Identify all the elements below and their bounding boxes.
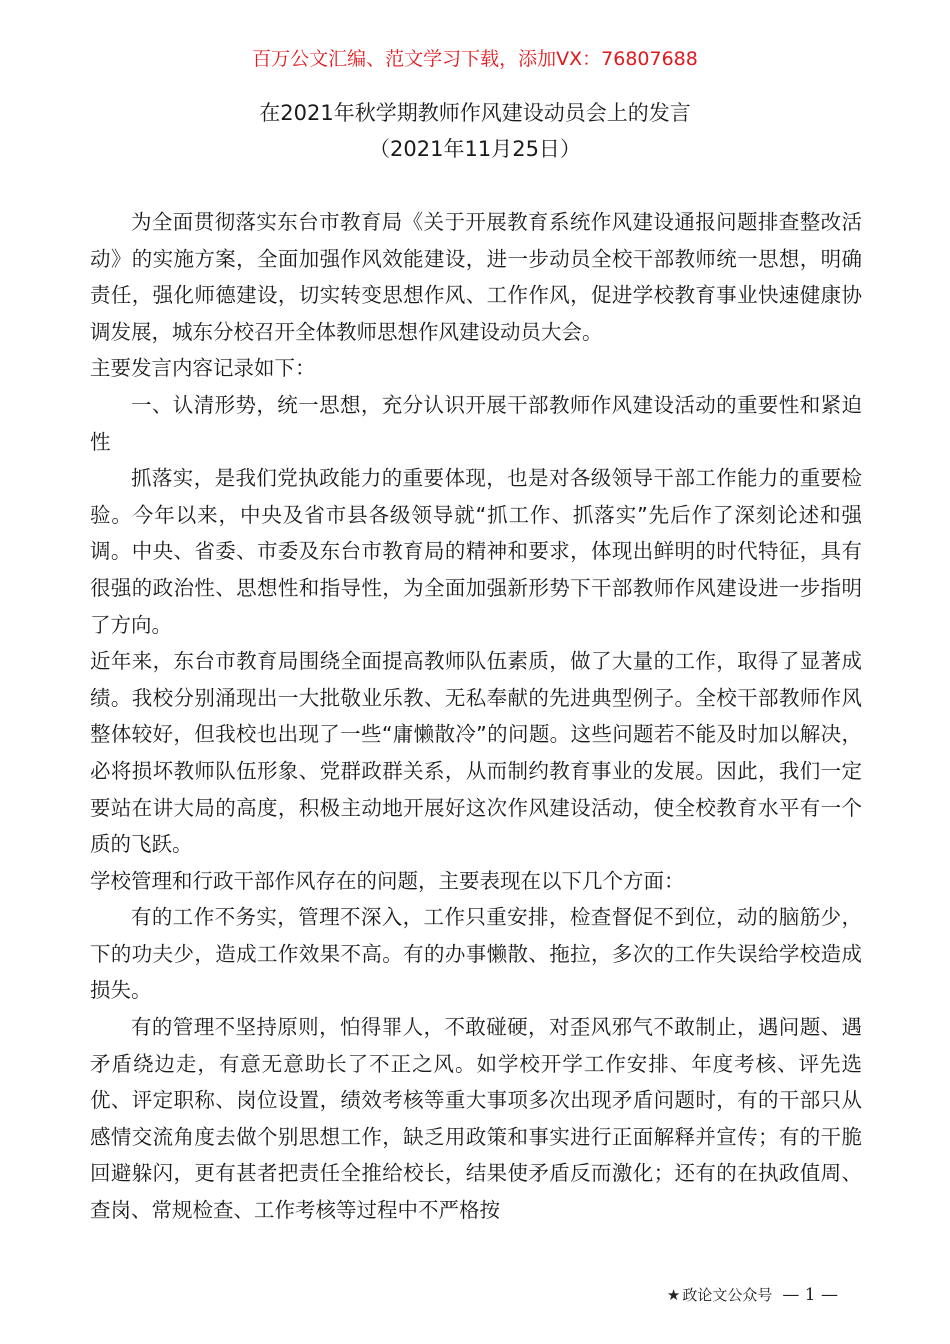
body-paragraph: 有的工作不务实，管理不深入，工作只重安排，检查督促不到位，动的脑筋少，下的功夫少，造成工作效果不高。有的办事懒散、拖拉，多次的工作失误给学校造成损失。	[90, 905, 862, 1003]
body-paragraph: 近年来，东台市教育局围绕全面提高教师队伍素质，做了大量的工作，取得了显著成绩。我校分别涌现出一大批敬业乐教、无私奉献的先进典型例子。全校干部教师作风整体较好，但我校也出现了一些“庸懒散冷”的问题。这些问题若不能及时加以解决，必将损坏教师队伍形象、党群政群关系，从而制约教育事业的发展。因此，我们一定要站在讲大局的高度，积极主动地开展好这次作风建设活动，使全校教育水平有一个质的飞跃。	[90, 649, 862, 857]
document-title: 在2021年秋学期教师作风建设动员会上的发言	[259, 101, 691, 125]
promo-banner: 百万公文汇编、范文学习下载，添加VX：76807688	[252, 48, 698, 70]
section-heading: 一、认清形势，统一思想，充分认识开展干部教师作风建设活动的重要性和紧迫性	[90, 392, 862, 454]
document-date: （2021年11月25日）	[369, 137, 581, 161]
star-icon: ★	[666, 1286, 681, 1304]
page-footer	[667, 1284, 838, 1306]
body-paragraph: 主要发言内容记录如下：	[90, 356, 316, 381]
page-number: — 1 —	[782, 1285, 838, 1305]
document-body	[90, 204, 862, 1229]
footer-account: 政论文公众号	[682, 1286, 773, 1304]
body-paragraph: 学校管理和行政干部作风存在的问题，主要表现在以下几个方面：	[90, 868, 685, 893]
body-paragraph: 为全面贯彻落实东台市教育局《关于开展教育系统作风建设通报问题排查整改活动》的实施方案，全面加强作风效能建设，进一步动员全校干部教师统一思想，明确责任，强化师德建设，切实转变思想作风、工作作风，促进学校教育事业快速健康协调发展，城东分校召开全体教师思想作风建设动员大会。	[90, 210, 862, 344]
body-paragraph: 抓落实，是我们党执政能力的重要体现，也是对各级领导干部工作能力的重要检验。今年以来，中央及省市县各级领导就“抓工作、抓落实”先后作了深刻论述和强调。中央、省委、市委及东台市教育局的精神和要求，体现出鲜明的时代特征，具有很强的政治性、思想性和指导性，为全面加强新形势下干部教师作风建设进一步指明了方向。	[90, 466, 862, 637]
body-paragraph: 有的管理不坚持原则，怕得罪人，不敢碰硬，对歪风邪气不敢制止，遇问题、遇矛盾绕边走，有意无意助长了不正之风。如学校开学工作安排、年度考核、评先选优、评定职称、岗位设置，绩效考核等重大事项多次出现矛盾问题时，有的干部只从感情交流角度去做个别思想工作，缺乏用政策和事实进行正面解释并宣传；有的干脆回避躲闪，更有甚者把责任全推给校长，结果使矛盾反而激化；还有的在执政值周、查岗、常规检查、工作考核等过程中不严格按	[90, 1015, 862, 1223]
